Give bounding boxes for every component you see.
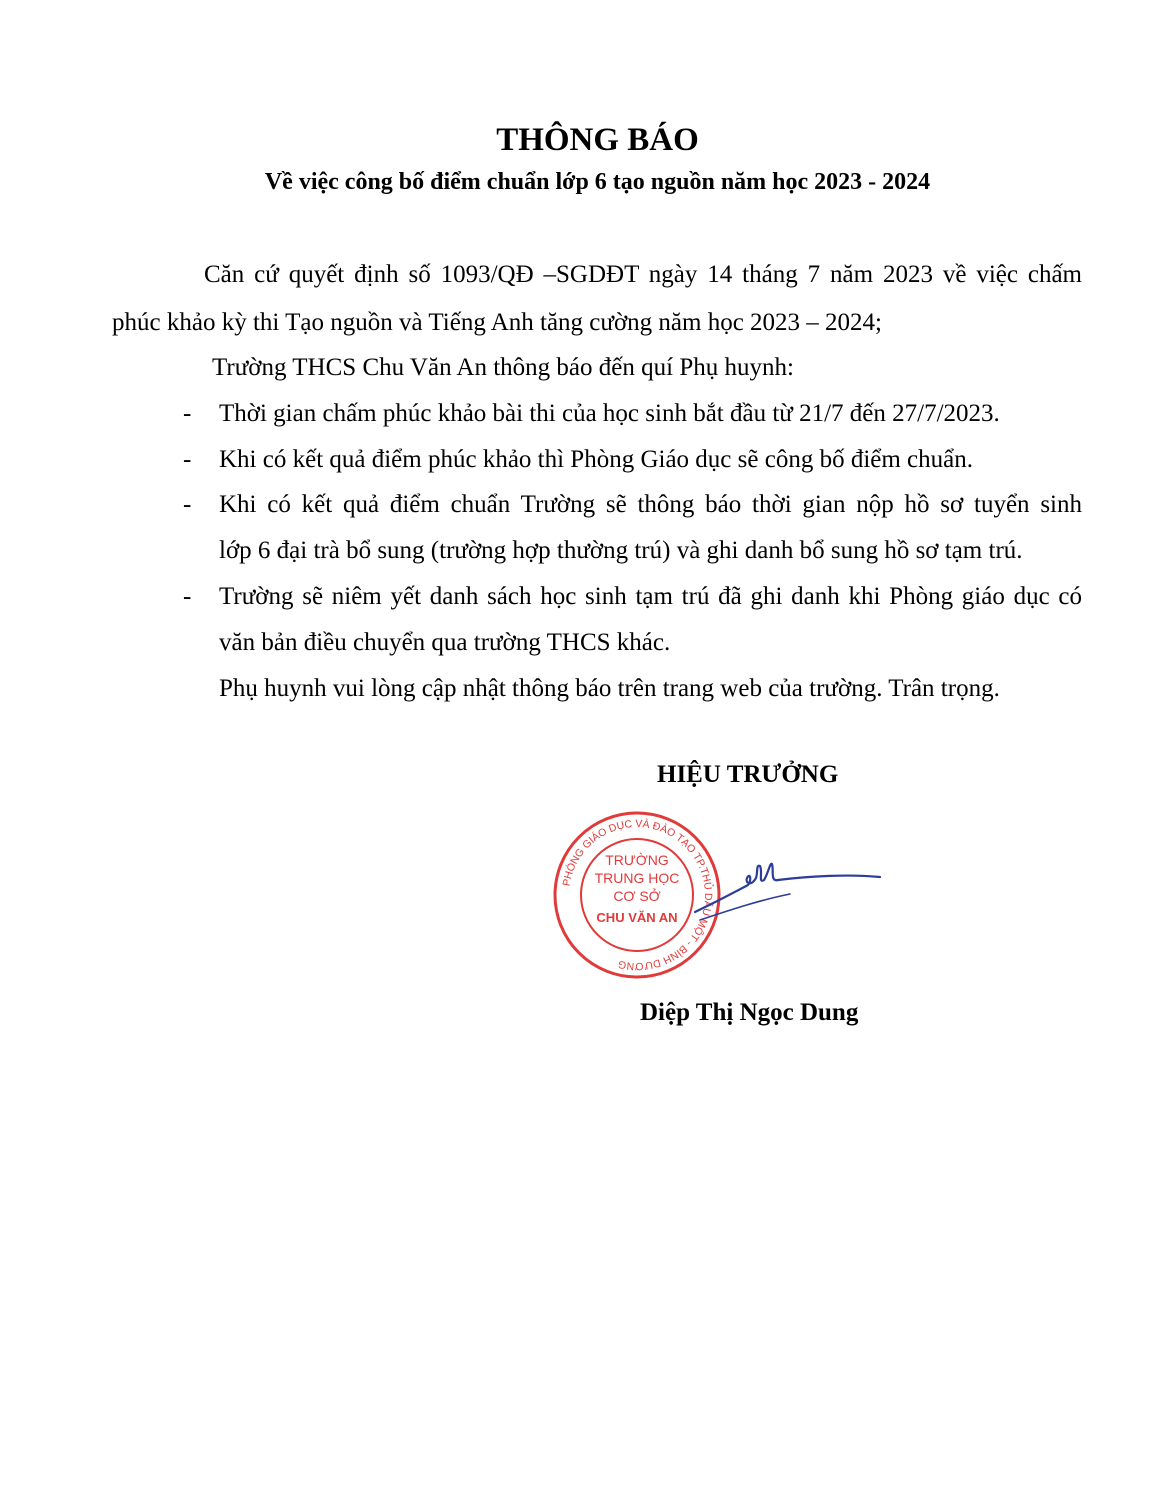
bullet-marker: - [183, 491, 192, 518]
bullet-1-line-1: Thời gian chấm phúc khảo bài thi của học sinh bắt đầu từ 21/7 đến 27/7/2023. [219, 400, 1000, 427]
signature-stroke [695, 864, 880, 912]
bullet-4-line-2: văn bản điều chuyển qua trường THCS khác. [219, 629, 671, 656]
page-subtitle: Về việc công bố điểm chuẩn lớp 6 tạo nguồn năm học 2023 - 2024 [264, 169, 931, 195]
page-title: THÔNG BÁO [496, 122, 699, 158]
stamp-line-3: CƠ SỞ [613, 888, 661, 904]
bullet-marker: - [183, 446, 192, 473]
stamp-line-2: TRUNG HỌC [594, 870, 680, 886]
signer-name: Diệp Thị Ngọc Dung [640, 999, 859, 1026]
closing-line: Phụ huynh vui lòng cập nhật thông báo trên trang web của trường. Trân trọng. [219, 675, 1000, 702]
intro-line: Trường THCS Chu Văn An thông báo đến quí Phụ huynh: [212, 354, 794, 381]
stamp-line-1: TRƯỜNG [605, 852, 669, 868]
bullet-3-line-2: lớp 6 đại trà bổ sung (trường hợp thường trú) và ghi danh bổ sung hồ sơ tạm trú. [219, 537, 1023, 564]
stamp-line-4: CHU VĂN AN [596, 910, 678, 925]
stamp-outer-text: PHÒNG GIÁO DỤC VÀ ĐÀO TẠO TP.THỦ DẦU MỘT - BÌNH DƯƠNG [560, 817, 715, 973]
bullet-marker: - [183, 400, 192, 427]
bullet-2-line-1: Khi có kết quả điểm phúc khảo thì Phòng Giáo dục sẽ công bố điểm chuẩn. [219, 446, 974, 473]
bullet-4-line-1: Trường sẽ niêm yết danh sách học sinh tạm trú đã ghi danh khi Phòng giáo dục có [219, 583, 1082, 610]
principal-title: HIỆU TRƯỞNG [657, 761, 839, 788]
signature-underline [700, 894, 790, 920]
paragraph-1-line-2: phúc khảo kỳ thi Tạo nguồn và Tiếng Anh tăng cường năm học 2023 – 2024; [112, 309, 882, 336]
paragraph-1-line-1: Căn cứ quyết định số 1093/QĐ –SGDĐT ngày 14 tháng 7 năm 2023 về việc chấm [204, 261, 1082, 288]
bullet-marker: - [183, 583, 192, 610]
bullet-3-line-1: Khi có kết quả điểm chuẩn Trường sẽ thông báo thời gian nộp hồ sơ tuyển sinh [219, 491, 1082, 518]
signature [690, 850, 890, 930]
